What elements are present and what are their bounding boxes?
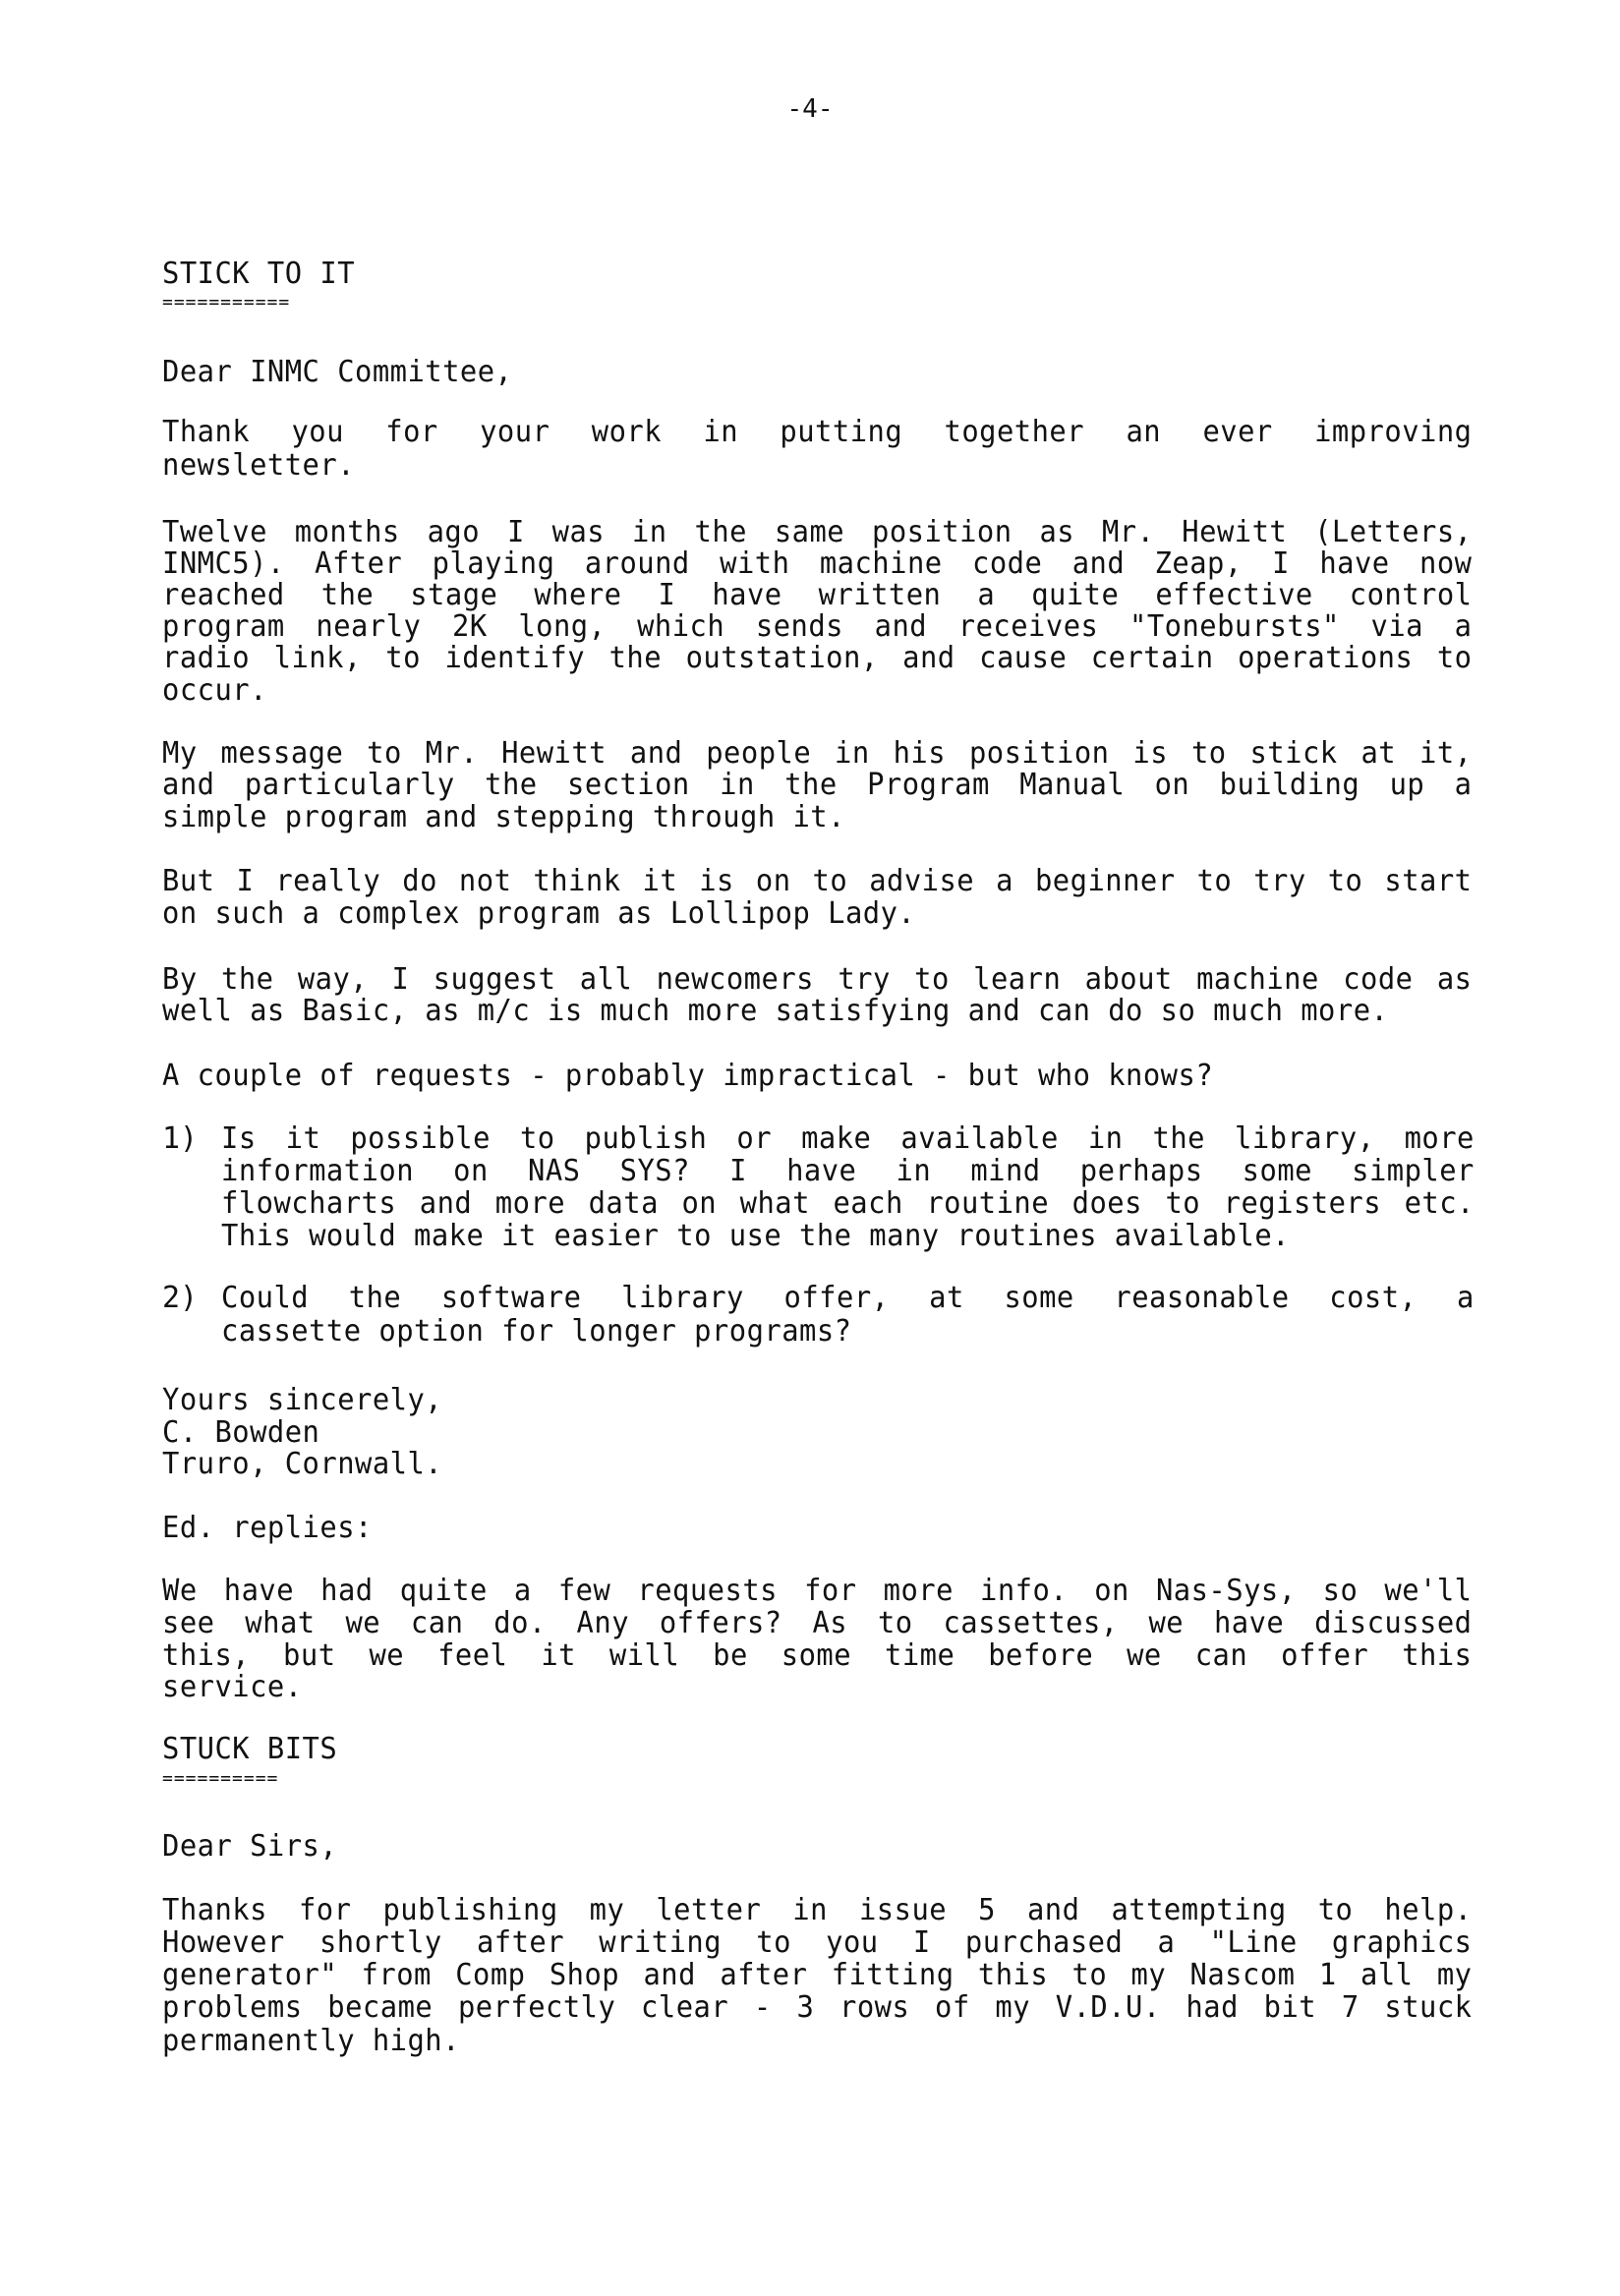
text-line: see what we can do. Any offers? As to cassettes, we have discussed <box>162 1607 1473 1640</box>
text-line: But I really do not think it is on to advise a beginner to try to start <box>162 865 1473 898</box>
text-line: information on NAS SYS? I have in mind perhaps some simpler <box>221 1155 1475 1188</box>
list-number: 2) <box>162 1281 199 1315</box>
editor-label: Ed. replies: <box>162 1511 373 1545</box>
section-heading: STUCK BITS <box>162 1732 338 1766</box>
text-line: program nearly 2K long, which sends and receives "Tonebursts" via a <box>162 610 1473 644</box>
text-line: By the way, I suggest all newcomers try to learn about machine code as <box>162 963 1473 997</box>
text-line: newsletter. <box>162 448 356 483</box>
text-line: service. <box>162 1670 303 1704</box>
text-line: reached the stage where I have written a quite effective control <box>162 579 1473 612</box>
text-line: Thanks for publishing my letter in issue 5 and attempting to help. <box>162 1894 1473 1927</box>
salutation: Dear Sirs, <box>162 1829 338 1864</box>
text-line: A couple of requests - probably impractical - but who knows? <box>162 1059 1214 1093</box>
text-line: and particularly the section in the Program Manual on building up a <box>162 769 1473 802</box>
text-line: radio link, to identify the outstation, and cause certain operations to <box>162 642 1473 675</box>
heading-underline: ========== <box>162 1768 279 1789</box>
text-line: flowcharts and more data on what each routine does to registers etc. <box>221 1187 1475 1221</box>
text-line: We have had quite a few requests for more info. on Nas-Sys, so we'll <box>162 1575 1473 1608</box>
page-number: -4- <box>786 94 834 124</box>
text-line: well as Basic, as m/c is much more satisfying and can do so much more. <box>162 994 1389 1028</box>
text-line: on such a complex program as Lollipop Lady. <box>162 896 916 931</box>
author-location: Truro, Cornwall. <box>162 1447 443 1481</box>
text-line: permanently high. <box>162 2024 460 2058</box>
text-line: simple program and stepping through it. <box>162 800 845 834</box>
text-line: However shortly after writing to you I purchased a "Line graphics <box>162 1926 1473 1960</box>
text-line: Thank you for your work in putting together an ever improving <box>162 416 1473 449</box>
heading-underline: =========== <box>162 292 291 313</box>
text-line: Twelve months ago I was in the same position as Mr. Hewitt (Letters, <box>162 516 1473 549</box>
text-line: this, but we feel it will be some time before we can offer this <box>162 1639 1473 1673</box>
text-line: occur. <box>162 673 267 708</box>
list-number: 1) <box>162 1121 199 1156</box>
author-name: C. Bowden <box>162 1415 320 1450</box>
text-line: Is it possible to publish or make available in the library, more <box>221 1122 1475 1156</box>
text-line: Could the software library offer, at some reasonable cost, a <box>221 1282 1475 1315</box>
salutation: Dear INMC Committee, <box>162 355 513 389</box>
text-line: This would make it easier to use the many routines available. <box>221 1219 1290 1253</box>
text-line: My message to Mr. Hewitt and people in his position is to stick at it, <box>162 737 1473 771</box>
text-line: generator" from Comp Shop and after fitting this to my Nascom 1 all my <box>162 1959 1473 1992</box>
text-line: problems became perfectly clear - 3 rows of my V.D.U. had bit 7 stuck <box>162 1991 1473 2025</box>
text-line: INMC5). After playing around with machine code and Zeap, I have now <box>162 547 1473 581</box>
section-heading: STICK TO IT <box>162 257 356 291</box>
text-line: cassette option for longer programs? <box>221 1314 852 1349</box>
closing: Yours sincerely, <box>162 1383 443 1417</box>
